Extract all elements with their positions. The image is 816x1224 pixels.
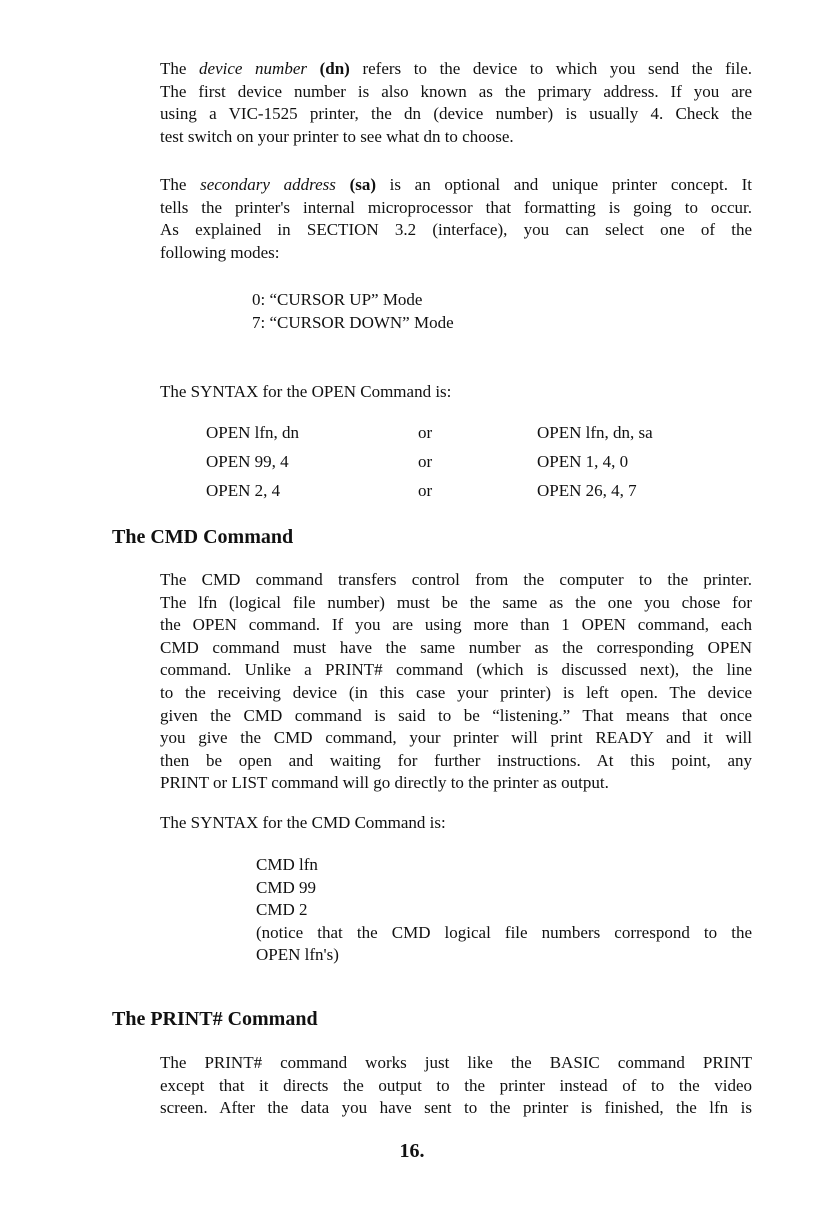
text-line: using a VIC-1525 printer, the dn (device number) is usually 4. Check the — [160, 104, 752, 124]
page-number: 16. — [399, 1140, 425, 1162]
syntax-form-alt: OPEN lfn, dn, sa — [537, 423, 653, 442]
syntax-row — [206, 452, 726, 481]
text-line: to the receiving device (in this case your printer) is left open. The device — [160, 682, 752, 702]
mode-item: 7: “CURSOR DOWN” Mode — [252, 312, 454, 332]
open-syntax-table — [206, 423, 726, 510]
sa-abbrev: (sa) — [349, 175, 377, 194]
print-command-heading: The PRINT# Command — [112, 1008, 318, 1030]
syntax-or: or — [418, 481, 433, 500]
text-line: CMD command must have the same number as the corresponding OPEN — [160, 637, 752, 657]
syntax-form: OPEN 2, 4 — [206, 481, 281, 500]
syntax-row — [206, 423, 726, 452]
cmd-syntax-intro — [160, 812, 752, 835]
text-line: command. Unlike a PRINT# command (which is discussed next), the line — [160, 660, 752, 680]
text-line: tells the printer's internal microprocessor that formatting is going to occur. — [160, 197, 752, 217]
cmd-syntax-form: CMD 2 — [256, 900, 308, 920]
text-line: given the CMD command is said to be “listening.” That means that once — [160, 705, 752, 725]
syntax-form-alt: OPEN 1, 4, 0 — [537, 452, 629, 471]
syntax-or: or — [418, 423, 433, 442]
mode-item: 0: “CURSOR UP” Mode — [252, 290, 423, 309]
text-line: except that it directs the output to the printer instead of to the video — [160, 1075, 752, 1095]
cmd-notice: (notice that the CMD logical file numbers correspond to the — [256, 922, 752, 942]
cmd-command-heading: The CMD Command — [112, 526, 294, 548]
syntax-or: or — [418, 452, 433, 471]
cmd-syntax-form: CMD 99 — [256, 877, 316, 897]
print-command-paragraph — [160, 1052, 752, 1120]
text-line: PRINT or LIST command will go directly to the printer as output. — [160, 773, 609, 793]
text-line: test switch on your printer to see what dn to choose. — [160, 126, 514, 146]
cmd-syntax-list — [256, 854, 752, 967]
text-line: the OPEN command. If you are using more than 1 OPEN command, each — [160, 615, 752, 635]
text-line: The PRINT# command works just like the BASIC command PRINT — [160, 1053, 752, 1072]
text-line: The SYNTAX for the CMD Command is: — [160, 813, 446, 832]
text-line: As explained in SECTION 3.2 (interface), you can select one of the — [160, 220, 752, 240]
syntax-form: OPEN 99, 4 — [206, 452, 289, 471]
text-line: following modes: — [160, 242, 280, 262]
syntax-form-alt: OPEN 26, 4, 7 — [537, 481, 637, 500]
cmd-syntax-form: CMD lfn — [256, 855, 318, 874]
text-line: The lfn (logical file number) must be the same as the one you chose for — [160, 592, 752, 612]
text-line: screen. After the data you have sent to the printer is finished, the lfn is — [160, 1098, 752, 1118]
modes-list — [252, 289, 454, 334]
secondary-address-paragraph — [160, 174, 752, 264]
cmd-command-paragraph — [160, 569, 752, 795]
text-line: The secondary address (sa) is an optional and unique printer concept. It — [160, 175, 752, 194]
dn-abbrev: (dn) — [319, 59, 350, 78]
secondary-address-term: secondary address — [200, 175, 336, 194]
text-line: you give the CMD command, your printer will print READY and it will — [160, 728, 752, 748]
device-number-paragraph — [160, 58, 752, 148]
cmd-notice: OPEN lfn's) — [256, 945, 339, 965]
text-line: The SYNTAX for the OPEN Command is: — [160, 382, 452, 401]
text-line: then be open and waiting for further instructions. At this point, any — [160, 750, 752, 770]
text-line: The first device number is also known as the primary address. If you are — [160, 81, 752, 101]
text-line: The CMD command transfers control from the computer to the printer. — [160, 570, 752, 589]
text-line: The device number (dn) refers to the device to which you send the file. — [160, 59, 753, 78]
open-syntax-intro — [160, 381, 752, 404]
device-number-term: device number — [199, 59, 307, 78]
syntax-form: OPEN lfn, dn — [206, 423, 300, 442]
syntax-row — [206, 481, 726, 510]
